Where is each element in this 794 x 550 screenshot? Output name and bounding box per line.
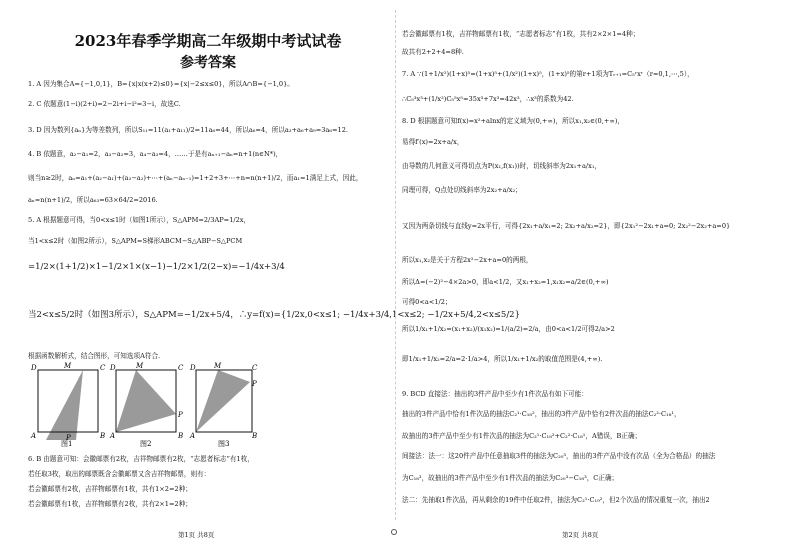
- answer-line: 若会徽邮票有1枚，吉祥物邮票有2枚，共有2×1=2种；: [28, 500, 192, 508]
- svg-text:M: M: [136, 362, 144, 370]
- svg-text:P: P: [252, 380, 257, 388]
- label-a: A: [31, 432, 37, 440]
- answer-line: =1/2×(1+1/2)×1−1/2×1×(x−1)−1/2×1/2(2−x)=−1/4x+3/4: [28, 262, 285, 272]
- answer-line: aₙ=n(n+1)/2，所以a₆₃=63×64/2=2016.: [28, 196, 158, 204]
- figure-1-shaded-triangle: [46, 370, 83, 440]
- answer-line: 故共有2+2+4=8种.: [402, 48, 464, 56]
- svg-text:A: A: [110, 432, 116, 440]
- answer-line: 4. B 依题意，a₂−a₁=2，a₃−a₂=3，a₄−a₃=4，……于是有aₙ₊₁−aₙ=n+1(n∈N*)，: [28, 150, 283, 158]
- figure-2-caption: 图2: [140, 440, 152, 447]
- figure-2-shaded-triangle: [116, 370, 176, 432]
- answer-line: 当2<x≤5/2时（如图3所示），S△APM=−1/2x+5/4，∴y=f(x)={1/2x,0<x≤1; −1/4x+3/4,1<x≤2; −1/2x+5/4,2<x≤5/2}: [28, 310, 520, 320]
- answer-line: 由导数的几何意义可得切点为P(x₁,f(x₁))时，切线斜率为2x₁+a/x₁，: [402, 162, 602, 170]
- svg-text:B: B: [178, 432, 184, 440]
- answer-line: 可得0<a<1/2；: [402, 298, 452, 306]
- svg-text:P: P: [178, 411, 183, 419]
- page-footer-left: 第1页 共8页: [178, 531, 215, 539]
- figure-3-shaded-triangle: [196, 370, 250, 432]
- answer-line: 所以1/x₁+1/x₂=(x₁+x₂)/(x₁x₂)=1/(a/2)=2/a，由0<a<1/2可得2/a>2: [402, 325, 615, 333]
- answer-line: 若任取3枚，取出的邮票既含会徽邮票又含吉祥物邮票，则有：: [28, 470, 211, 478]
- svg-text:C: C: [252, 364, 258, 372]
- answer-line: ∴C₅³x³+(1/x²)C₅⁵x⁵=35x³+7x³=42x³，∴x³的系数为42.: [402, 95, 574, 103]
- answer-line: 6. B 由题意可知：会徽邮票有2枚，吉祥物邮票有2枚，“志愿者标志”有1枚，: [28, 455, 254, 463]
- answer-line: 若会徽邮票有2枚，吉祥物邮票有1枚，共有1×2=2种；: [28, 485, 192, 493]
- answer-line: 9. BCD 直接法：抽出的3件产品中至少有1件次品有如下可能：: [402, 390, 588, 398]
- label-m: M: [64, 362, 72, 370]
- svg-text:C: C: [178, 364, 184, 372]
- figure-3: [189, 362, 258, 447]
- answer-line: 8. D 根据题意可知f(x)=x²+alnx的定义域为(0,+∞)，所以x₁,x₂∈(0,+∞)，: [402, 117, 625, 125]
- page-footer-right: 第2页 共8页: [562, 531, 599, 539]
- answer-line: 5. A 根据题意可得，当0<x≤1时（如图1所示），S△APM=2/3AP=1/2x，: [28, 216, 251, 224]
- answer-line: 2. C 依题意(1−i)(2+i)=2−2i+i−i²=3−i，故选C.: [28, 100, 181, 108]
- answer-line: 所以x₁,x₂是关于方程2x²−2x+a=0的两根，: [402, 256, 533, 264]
- answer-line: 又因为两条切线与直线y=2x平行，可得{2x₁+a/x₁=2; 2x₂+a/x₂=2}，即{2x₁²−2x₁+a=0; 2x₂²−2x₂+a=0}: [402, 222, 731, 230]
- label-b: B: [100, 432, 106, 440]
- answer-line: 易得f′(x)=2x+a/x，: [402, 138, 464, 146]
- binding-hole-icon: [391, 529, 397, 535]
- figures-row: [28, 362, 258, 447]
- answer-line: 当1<x≤2时（如图2所示），S△APM=S梯形ABCM−S△ABP−S△PCM: [28, 237, 243, 245]
- answer-line: 间接法：法一：这20件产品中任意抽取3件的抽法为C₂₀³，抽出的3件产品中没有次品（全为合格品）的抽法: [402, 452, 716, 460]
- answer-line: 为C₁₈³，故抽出的3件产品中至少有1件次品的抽法为C₂₀³−C₁₈³，C正确；: [402, 474, 619, 482]
- answer-line: 根据函数解析式，结合图形，可知选项A符合.: [28, 352, 161, 360]
- answer-line: 故抽出的3件产品中至少有1件次品的抽法为C₂¹·C₁₈²+C₂²·C₁₈¹，A错误，B正确；: [402, 432, 642, 440]
- answer-line: 则当n≥2时，aₙ=a₁+(a₂−a₁)+(a₃−a₂)+⋯+(aₙ−aₙ₋₁)=1+2+3+⋯+n=n(n+1)/2，而a₁=1满足上式，因此，: [28, 174, 363, 182]
- answer-line: 1. A 因为集合A={−1,0,1}，B={x|x(x+2)≤0}={x|−2≤x≤0}，所以A∩B={−1,0}。: [28, 80, 294, 88]
- answer-line: 3. D 因为数列{aₙ}为等差数列，所以S₁₁=11(a₁+a₁₁)/2=11a₆=44，所以a₆=4，所以a₃+a₆+a₉=3a₆=12.: [28, 126, 349, 134]
- svg-text:D: D: [110, 364, 116, 372]
- answer-line: 抽出的3件产品中恰有1件次品的抽法C₂¹·C₁₈²，抽出的3件产品中恰有2件次品的抽法C₂²·C₁₈¹，: [402, 410, 681, 418]
- page-title: 2023年春季学期高二年级期中考试试卷: [74, 32, 342, 50]
- figure-3-caption: 图3: [218, 440, 230, 447]
- svg-text:M: M: [214, 362, 222, 370]
- answer-line: 法二：先抽取1件次品，再从剩余的19件中任取2件，抽法为C₂¹·C₁₉²，但2个次品的情况重复一次，抽出2: [402, 496, 710, 504]
- svg-text:D: D: [190, 364, 196, 372]
- answer-line: 同理可得，Q点处切线斜率为2x₂+a/x₂；: [402, 186, 522, 194]
- figure-1-caption: 图1: [61, 440, 73, 447]
- page-subtitle: 参考答案: [180, 55, 236, 71]
- label-d: D: [31, 364, 37, 372]
- answer-line: 若会徽邮票有1枚，吉祥物邮票有1枚，“志愿者标志”有1枚，共有2×2×1=4种；: [402, 30, 640, 38]
- svg-text:B: B: [252, 432, 258, 440]
- answer-line: 即1/x₁+1/x₂=2/a=2·1/a>4，所以1/x₁+1/x₂的取值范围是(4,+∞).: [402, 355, 603, 363]
- label-p: P: [66, 434, 71, 442]
- svg-text:A: A: [190, 432, 196, 440]
- answer-line: 7. A ∵(1+1/x²)(1+x)⁵=(1+x)⁵+(1/x²)(1+x)⁵，(1+x)⁵的第r+1项为Tᵣ₊₁=C₅ʳxʳ（r=0,1,⋯,5），: [402, 70, 694, 78]
- figure-2: [109, 362, 184, 447]
- figure-1: [30, 362, 106, 447]
- column-divider: [395, 10, 396, 520]
- label-c: C: [100, 364, 106, 372]
- right-column: [402, 0, 774, 550]
- answer-line: 所以Δ=(−2)²−4×2a>0，即a<1/2，又x₁+x₂=1,x₁x₂=a/2∈(0,+∞): [402, 278, 609, 286]
